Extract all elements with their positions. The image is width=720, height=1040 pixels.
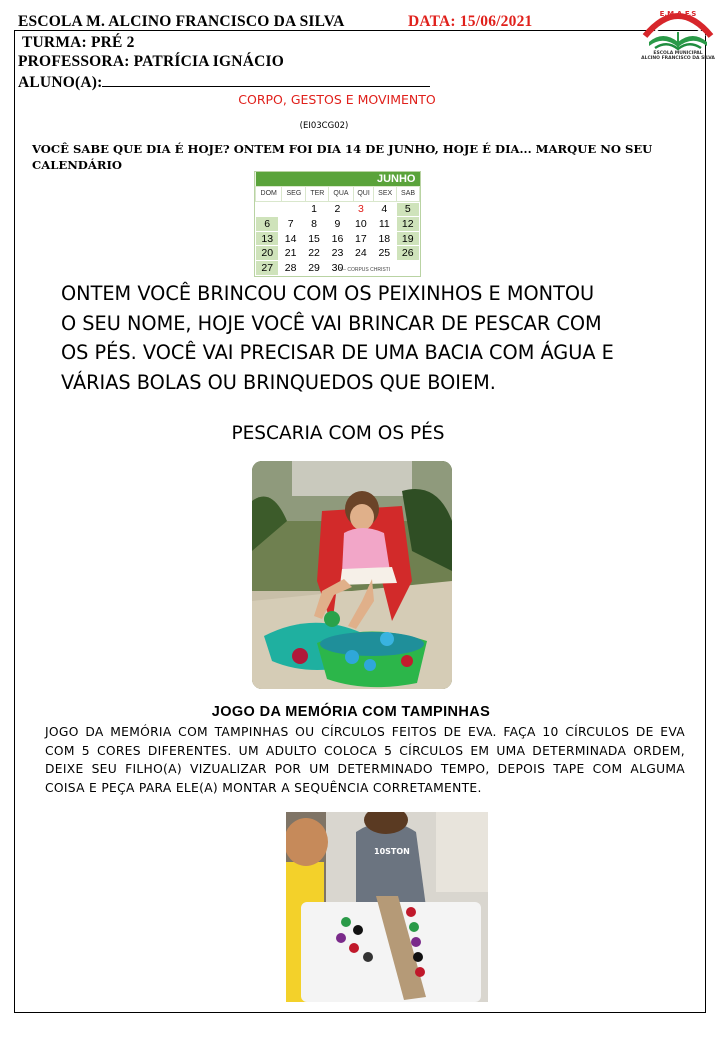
calendar-month: JUNHO bbox=[256, 172, 420, 187]
calendar-day[interactable]: 25 bbox=[373, 246, 396, 261]
subject-title: CORPO, GESTOS E MOVIMENTO bbox=[238, 92, 436, 107]
activity2-title: JOGO DA MEMÓRIA COM TAMPINHAS bbox=[211, 704, 491, 720]
calendar-weekday: QUA bbox=[329, 187, 354, 202]
calendar-day[interactable]: 16 bbox=[326, 231, 349, 246]
calendar-day[interactable]: 12 bbox=[396, 217, 419, 232]
calendar-day[interactable]: 10 bbox=[349, 217, 372, 232]
calendar-weekday: DOM bbox=[256, 187, 282, 202]
calendar-day[interactable]: 3 bbox=[349, 202, 372, 217]
intro-line: VÁRIAS BOLAS OU BRINQUEDOS QUE BOIEM. bbox=[61, 370, 496, 394]
calendar-day[interactable]: 22 bbox=[302, 246, 325, 261]
calendar-day[interactable]: 5 bbox=[396, 202, 419, 217]
calendar-day[interactable]: 15 bbox=[302, 231, 325, 246]
photo-memory-game bbox=[286, 812, 488, 1002]
calendar-day[interactable]: 21 bbox=[279, 246, 302, 261]
intro-line: O SEU NOME, HOJE VOCÊ VAI BRINCAR DE PESCAR COM bbox=[61, 311, 602, 335]
calendar-day[interactable]: 23 bbox=[326, 246, 349, 261]
calendar-weekday: QUI bbox=[353, 187, 373, 202]
logo-line2: ALCINO FRANCISCO DA SILVA bbox=[641, 56, 715, 61]
logo-letters: E.M.A.F.S bbox=[659, 10, 697, 18]
calendar-day[interactable]: 28 bbox=[279, 260, 302, 275]
calendar-day[interactable]: 8 bbox=[302, 217, 325, 232]
calendar-day bbox=[396, 260, 419, 275]
teacher-label: PROFESSORA: PATRÍCIA IGNÁCIO bbox=[18, 53, 284, 70]
class-label: TURMA: PRÉ 2 bbox=[22, 34, 135, 51]
calendar-day[interactable]: 6 bbox=[256, 217, 279, 232]
school-logo bbox=[637, 2, 719, 66]
calendar-day bbox=[256, 202, 279, 217]
calendar-day[interactable]: 14 bbox=[279, 231, 302, 246]
calendar-weekday: SEG bbox=[282, 187, 306, 202]
calendar-day[interactable]: 17 bbox=[349, 231, 372, 246]
intro-line: ONTEM VOCÊ BRINCOU COM OS PEIXINHOS E MONTOU bbox=[61, 282, 595, 305]
calendar-day[interactable]: 11 bbox=[373, 217, 396, 232]
calendar-day[interactable]: 20 bbox=[256, 246, 279, 261]
calendar-day[interactable]: 9 bbox=[326, 217, 349, 232]
calendar-weekday: TER bbox=[306, 187, 329, 202]
calendar-question: VOCÊ SABE QUE DIA É HOJE? ONTEM FOI DIA 14 DE JUNHO, HOJE É DIA... MARQUE NO SEU CALENDÁRIO bbox=[32, 142, 653, 172]
activity1-title: PESCARIA COM OS PÉS bbox=[231, 423, 445, 444]
calendar-day bbox=[279, 202, 302, 217]
intro-line: OS PÉS. VOCÊ VAI PRECISAR DE UMA BACIA COM ÁGUA E bbox=[61, 341, 614, 364]
logo-line1: ESCOLA MUNICIPAL bbox=[653, 51, 703, 56]
calendar-note: 3 – CORPUS CHRISTI bbox=[339, 267, 391, 273]
calendar-day[interactable]: 7 bbox=[279, 217, 302, 232]
subject-code: (EI03CG02) bbox=[299, 121, 349, 131]
calendar-day[interactable]: 26 bbox=[396, 246, 419, 261]
calendar-day[interactable]: 4 bbox=[373, 202, 396, 217]
calendar-day[interactable]: 24 bbox=[349, 246, 372, 261]
calendar-weekday: SAB bbox=[397, 187, 420, 202]
student-name-line[interactable] bbox=[102, 73, 430, 87]
calendar-day[interactable]: 19 bbox=[396, 231, 419, 246]
calendar-day[interactable]: 27 bbox=[256, 260, 279, 275]
calendar-day[interactable]: 30 bbox=[326, 260, 349, 275]
june-calendar bbox=[254, 171, 421, 277]
activity2-text: JOGO DA MEMÓRIA COM TAMPINHAS OU CÍRCULOS FEITOS DE EVA. FAÇA 10 CÍRCULOS DE EVA COM 5 CORES DIFERENTES. UM ADULTO COLOCA 5 CÍRCULOS EM UMA DETERMINADA ORDEM, DEIXE SEU FILHO(A) VIZUALIZAR POR UM DETERMINADO TEMPO, DEPOIS TAPE COM ALGUMA COISA E PEÇA PARA ELE(A) MONTAR A SEQUÊNCIA CORRETAMENTE. bbox=[45, 725, 685, 795]
student-field[interactable] bbox=[18, 73, 430, 92]
shirt-text: 10STON bbox=[374, 847, 410, 856]
calendar-day[interactable]: 2 bbox=[326, 202, 349, 217]
calendar-day[interactable]: 13 bbox=[256, 231, 279, 246]
student-label: ALUNO(A): bbox=[18, 74, 103, 91]
school-name: ESCOLA M. ALCINO FRANCISCO DA SILVA bbox=[18, 13, 345, 30]
calendar-day[interactable]: 18 bbox=[373, 231, 396, 246]
calendar-day[interactable]: 1 bbox=[302, 202, 325, 217]
date-label: DATA: 15/06/2021 bbox=[408, 13, 533, 30]
intro-text bbox=[61, 279, 681, 397]
photo-feet-fishing bbox=[252, 461, 452, 689]
calendar-weekday: SEX bbox=[374, 187, 397, 202]
calendar-day[interactable]: 29 bbox=[302, 260, 325, 275]
